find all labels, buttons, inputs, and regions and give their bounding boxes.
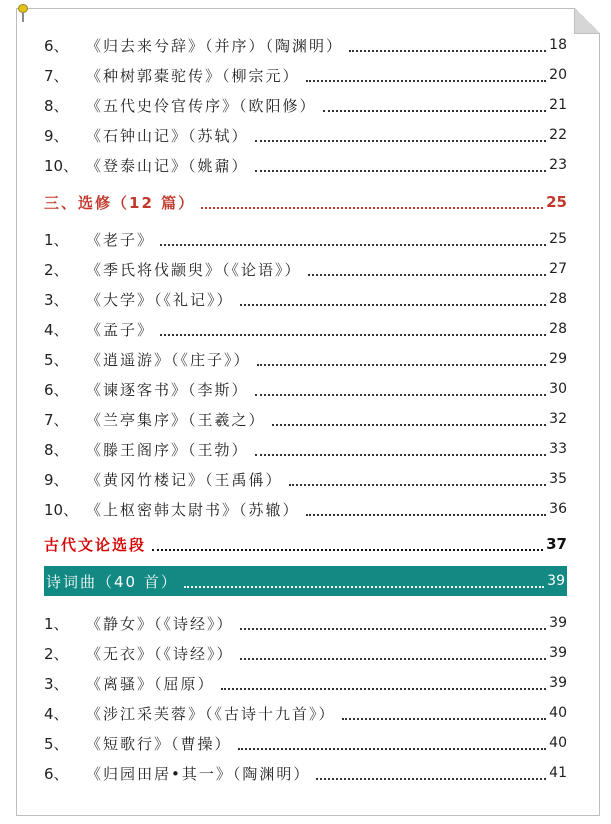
entry-number: 6、 <box>44 36 69 55</box>
entry-number: 7、 <box>44 66 69 85</box>
entry-page: 18 <box>549 37 567 53</box>
entry-number: 6、 <box>44 764 69 783</box>
entry-page: 33 <box>549 441 567 457</box>
entry-title: 《登泰山记》（姚鼐） <box>86 156 249 175</box>
toc-entry[interactable] <box>44 698 567 728</box>
dot-leader <box>306 513 547 516</box>
entry-title: 《滕王阁序》（王勃） <box>86 440 249 459</box>
dot-leader <box>160 243 546 246</box>
entry-page: 28 <box>549 291 567 307</box>
entry-title: 《石钟山记》（苏轼） <box>86 126 249 145</box>
entry-page: 27 <box>549 261 567 277</box>
dot-leader <box>272 423 547 426</box>
entry-title: 《老子》 <box>86 230 155 249</box>
dot-leader <box>255 169 547 172</box>
entry-number: 5、 <box>44 350 69 369</box>
toc-entry[interactable] <box>44 728 567 758</box>
section-page: 25 <box>546 193 567 211</box>
dot-leader <box>308 273 547 276</box>
entry-number: 3、 <box>44 290 69 309</box>
section-heading-elective[interactable] <box>44 180 567 224</box>
entry-number: 3、 <box>44 674 69 693</box>
entry-title: 《归园田居•其一》（陶渊明） <box>86 764 311 783</box>
entry-page: 28 <box>549 321 567 337</box>
entry-page: 40 <box>549 735 567 751</box>
entry-title: 《上枢密韩太尉书》（苏辙） <box>86 500 300 519</box>
dot-leader <box>221 687 547 690</box>
entry-title: 《逍遥游》（《庄子》） <box>86 350 251 369</box>
entry-page: 22 <box>549 127 567 143</box>
table-of-contents <box>44 30 567 788</box>
section-title: 古代文论选段 <box>44 535 147 554</box>
toc-entry[interactable] <box>44 90 567 120</box>
toc-entry[interactable] <box>44 150 567 180</box>
entry-page: 39 <box>549 615 567 631</box>
toc-entry[interactable] <box>44 758 567 788</box>
dot-leader <box>257 363 547 366</box>
entry-page: 41 <box>549 765 567 781</box>
entry-number: 5、 <box>44 734 69 753</box>
dot-leader <box>240 627 547 630</box>
entry-number: 7、 <box>44 410 69 429</box>
entry-page: 29 <box>549 351 567 367</box>
dot-leader <box>201 206 543 209</box>
entry-page: 21 <box>549 97 567 113</box>
section-page: 39 <box>547 573 565 589</box>
entry-title: 《无衣》（《诗经》） <box>86 644 234 663</box>
toc-entry[interactable] <box>44 638 567 668</box>
toc-entry[interactable] <box>44 314 567 344</box>
dot-leader <box>255 393 547 396</box>
dot-leader <box>349 49 546 52</box>
section-title: 三、选修（12 篇） <box>44 193 196 212</box>
entry-number: 9、 <box>44 470 69 489</box>
entry-number: 1、 <box>44 230 69 249</box>
toc-entry[interactable] <box>44 434 567 464</box>
entry-number: 4、 <box>44 320 69 339</box>
entry-title: 《季氏将伐颛臾》（《论语》） <box>86 260 302 279</box>
dot-leader <box>240 303 547 306</box>
section-heading-ancient-theory[interactable] <box>44 524 567 564</box>
toc-entry[interactable] <box>44 254 567 284</box>
entry-title: 《孟子》 <box>86 320 155 339</box>
toc-entry[interactable] <box>44 404 567 434</box>
dot-leader <box>342 717 547 720</box>
entry-number: 8、 <box>44 96 69 115</box>
dot-leader <box>152 548 543 551</box>
toc-entry[interactable] <box>44 120 567 150</box>
dot-leader <box>316 777 546 780</box>
entry-number: 8、 <box>44 440 69 459</box>
toc-entry[interactable] <box>44 344 567 374</box>
entry-number: 9、 <box>44 126 69 145</box>
dot-leader <box>255 453 547 456</box>
entry-page: 30 <box>549 381 567 397</box>
dot-leader <box>238 747 547 750</box>
toc-entry[interactable] <box>44 224 567 254</box>
entry-title: 《归去来兮辞》（并序）（陶渊明） <box>86 36 344 55</box>
entry-number: 2、 <box>44 644 69 663</box>
toc-entry[interactable] <box>44 494 567 524</box>
entry-title: 《大学》（《礼记》） <box>86 290 234 309</box>
entry-page: 23 <box>549 157 567 173</box>
toc-entry[interactable] <box>44 608 567 638</box>
entry-page: 40 <box>549 705 567 721</box>
entry-title: 《五代史伶官传序》（欧阳修） <box>86 96 317 115</box>
entry-title: 《兰亭集序》（王羲之） <box>86 410 266 429</box>
dot-leader <box>255 139 547 142</box>
toc-entry[interactable] <box>44 284 567 314</box>
entry-title: 《短歌行》（曹操） <box>86 734 232 753</box>
entry-title: 《离骚》（屈原） <box>86 674 215 693</box>
section-page: 37 <box>546 535 567 553</box>
toc-entry[interactable] <box>44 668 567 698</box>
entry-title: 《谏逐客书》（李斯） <box>86 380 249 399</box>
dot-leader <box>184 585 544 588</box>
toc-entry[interactable] <box>44 30 567 60</box>
entry-number: 4、 <box>44 704 69 723</box>
entry-page: 35 <box>549 471 567 487</box>
entry-page: 25 <box>549 231 567 247</box>
entry-number: 10、 <box>44 156 79 175</box>
section-heading-poetry[interactable] <box>44 566 567 596</box>
dot-leader <box>289 483 547 486</box>
entry-number: 1、 <box>44 614 69 633</box>
toc-entry[interactable] <box>44 374 567 404</box>
dot-leader <box>323 109 547 112</box>
toc-entry[interactable] <box>44 464 567 494</box>
entry-page: 36 <box>549 501 567 517</box>
entry-page: 20 <box>549 67 567 83</box>
dot-leader <box>306 79 547 82</box>
entry-title: 《静女》（《诗经》） <box>86 614 234 633</box>
page-fold-corner <box>574 8 600 34</box>
dot-leader <box>240 657 547 660</box>
pushpin-icon <box>18 4 28 22</box>
entry-page: 32 <box>549 411 567 427</box>
section-title: 诗词曲（40 首） <box>46 572 178 591</box>
entry-page: 39 <box>549 645 567 661</box>
entry-number: 2、 <box>44 260 69 279</box>
entry-number: 6、 <box>44 380 69 399</box>
entry-number: 10、 <box>44 500 79 519</box>
dot-leader <box>160 333 546 336</box>
entry-title: 《涉江采芙蓉》（《古诗十九首》） <box>86 704 336 723</box>
entry-title: 《种树郭橐驼传》（柳宗元） <box>86 66 300 85</box>
entry-page: 39 <box>549 675 567 691</box>
entry-title: 《黄冈竹楼记》（王禹偁） <box>86 470 283 489</box>
toc-entry[interactable] <box>44 60 567 90</box>
